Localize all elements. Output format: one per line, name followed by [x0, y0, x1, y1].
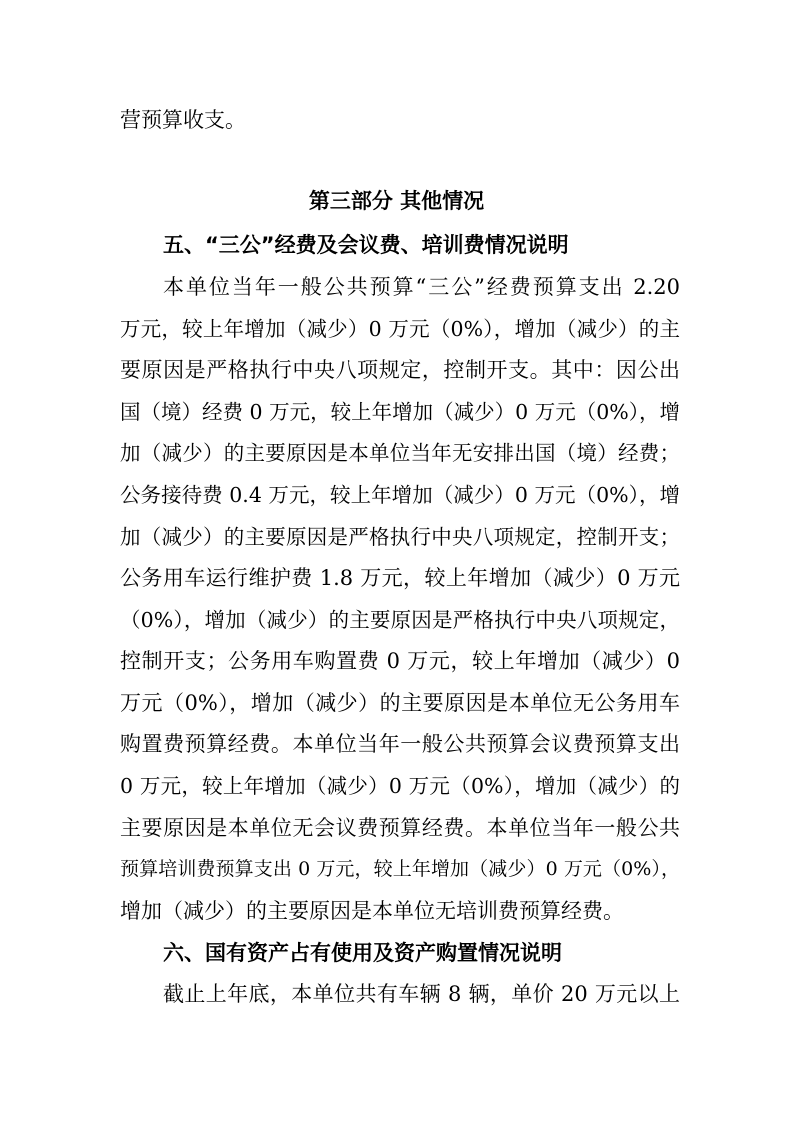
paragraph-line: 万元，较上年增加（减少）0 万元（0%），增加（减少）的主	[120, 317, 680, 341]
paragraph-line: 截止上年底，本单位共有车辆 8 辆，单价 20 万元以上	[163, 982, 680, 1006]
paragraph-line: 增加（减少）的主要原因是本单位无培训费预算经费。	[120, 899, 624, 923]
paragraph-line: 公务用车运行维护费 1.8 万元，较上年增加（减少）0 万元	[120, 566, 680, 590]
paragraph-line: 控制开支；公务用车购置费 0 万元，较上年增加（减少）0	[120, 649, 680, 673]
part-title: 第三部分 其他情况	[308, 189, 485, 213]
paragraph-line: 主要原因是本单位无会议费预算经费。本单位当年一般公共	[120, 816, 680, 840]
section-six-title: 六、国有资产占有使用及资产购置情况说明	[163, 941, 562, 965]
paragraph-line: 要原因是严格执行中央八项规定，控制开支。其中：因公出	[120, 358, 680, 382]
paragraph-line: 加（减少）的主要原因是严格执行中央八项规定，控制开支；	[120, 525, 680, 549]
continuation-text: 营预算收支。	[120, 108, 246, 132]
paragraph-line: 购置费预算经费。本单位当年一般公共预算会议费预算支出	[120, 732, 680, 756]
paragraph-line: 预算培训费预算支出 0 万元，较上年增加（减少）0 万元（0%），	[120, 858, 680, 880]
paragraph-line: （0%），增加（减少）的主要原因是严格执行中央八项规定，	[120, 608, 680, 632]
paragraph-line: 公务接待费 0.4 万元，较上年增加（减少）0 万元（0%），增	[120, 483, 680, 507]
paragraph-line: 0 万元，较上年增加（减少）0 万元（0%），增加（减少）的	[120, 774, 680, 798]
paragraph-line: 国（境）经费 0 万元，较上年增加（减少）0 万元（0%），增	[120, 400, 680, 424]
paragraph-line: 加（减少）的主要原因是本单位当年无安排出国（境）经费；	[120, 441, 680, 465]
section-five-title: 五、“三公”经费及会议费、培训费情况说明	[163, 233, 569, 257]
paragraph-line: 本单位当年一般公共预算“三公”经费预算支出 2.20	[163, 275, 680, 299]
paragraph-line: 万元（0%），增加（减少）的主要原因是本单位无公务用车	[120, 691, 680, 715]
